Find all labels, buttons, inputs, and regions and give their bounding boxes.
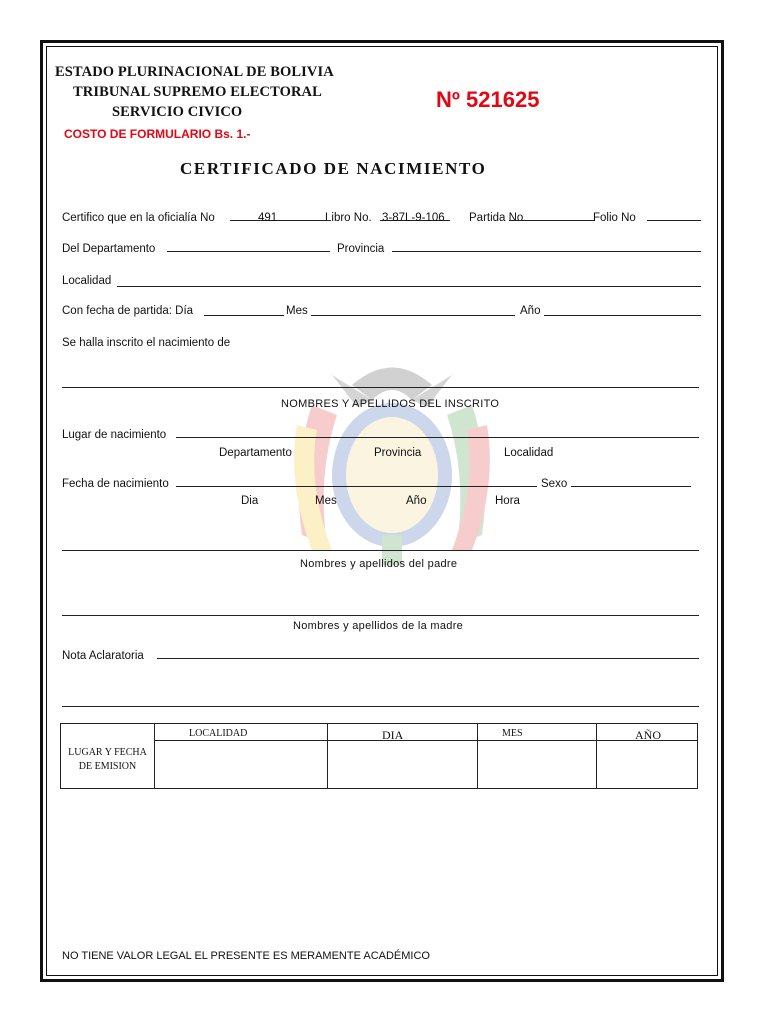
caption-inscrito: NOMBRES Y APELLIDOS DEL INSCRITO: [281, 398, 500, 410]
emission-table: [60, 723, 698, 789]
form-cost: COSTO DE FORMULARIO Bs. 1.-: [64, 127, 251, 141]
serial-number: Nº 521625: [436, 87, 540, 112]
line-fecha-nacimiento: [176, 486, 537, 487]
line-departamento: [167, 251, 330, 252]
label-provincia: Provincia: [337, 243, 385, 255]
sub-anio: Año: [406, 495, 427, 507]
col-mes: MES: [502, 728, 523, 739]
header-tribunal: TRIBUNAL SUPREMO ELECTORAL: [73, 84, 322, 100]
line-anio: [544, 315, 701, 316]
sub-localidad: Localidad: [504, 447, 554, 459]
line-folio: [647, 220, 701, 221]
col-localidad: LOCALIDAD: [189, 728, 248, 739]
line-localidad: [117, 286, 701, 287]
label-folio: Folio No: [593, 212, 636, 224]
sub-provincia: Provincia: [374, 447, 422, 459]
line-provincia: [392, 251, 701, 252]
label-certifico: Certifico que en la oficialía No: [62, 212, 215, 224]
line-lugar-nacimiento: [176, 437, 699, 438]
sub-departamento: Departamento: [219, 447, 292, 459]
label-fecha-partida: Con fecha de partida: Día: [62, 305, 194, 317]
label-partida: Partida No: [469, 212, 524, 224]
label-mes: Mes: [286, 305, 308, 317]
label-libro: Libro No.: [325, 212, 372, 224]
line-madre: [62, 615, 699, 616]
value-libro: 3-87L-9-106: [382, 212, 445, 224]
col-dia: DIA: [382, 728, 404, 742]
sub-dia: Dia: [241, 495, 259, 507]
label-anio: Año: [520, 305, 541, 317]
line-partida: [509, 220, 595, 221]
line-oficialia: [230, 220, 326, 221]
header-state: ESTADO PLURINACIONAL DE BOLIVIA: [55, 64, 334, 80]
line-nota-extra: [62, 706, 699, 707]
header-service: SERVICIO CIVICO: [112, 104, 243, 120]
label-fecha-nacimiento: Fecha de nacimiento: [62, 478, 169, 490]
label-nota: Nota Aclaratoria: [62, 650, 144, 662]
line-mes: [311, 315, 515, 316]
row-label-emision: LUGAR Y FECHA DE EMISION: [68, 747, 147, 772]
label-inscrito: Se halla inscrito el nacimiento de: [62, 337, 231, 349]
label-localidad: Localidad: [62, 275, 112, 287]
col-anio: AÑO: [635, 728, 661, 742]
caption-padre: Nombres y apellidos del padre: [300, 558, 458, 570]
label-lugar-nacimiento: Lugar de nacimiento: [62, 429, 167, 441]
line-padre: [62, 550, 699, 551]
sub-hora: Hora: [495, 495, 520, 507]
line-nombre-inscrito: [62, 387, 699, 388]
document-title: CERTIFICADO DE NACIMIENTO: [180, 159, 487, 178]
line-dia: [204, 315, 284, 316]
footer-disclaimer: NO TIENE VALOR LEGAL EL PRESENTE ES MERAMENTE ACADÉMICO: [62, 950, 430, 962]
line-sexo: [571, 486, 691, 487]
caption-madre: Nombres y apellidos de la madre: [293, 620, 464, 632]
sub-mes: Mes: [315, 495, 337, 507]
label-sexo: Sexo: [541, 478, 568, 490]
label-departamento: Del Departamento: [62, 243, 156, 255]
value-oficialia: 491: [258, 212, 278, 224]
line-nota: [157, 658, 699, 659]
